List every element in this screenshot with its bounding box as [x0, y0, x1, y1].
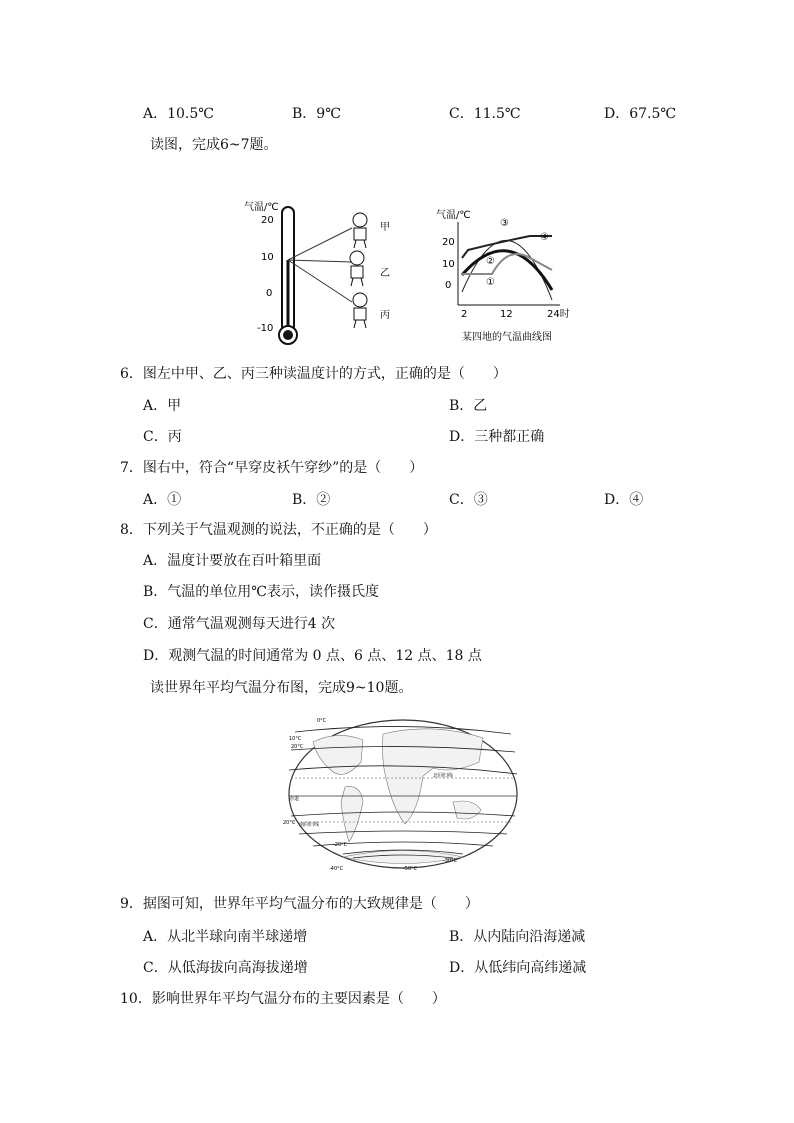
curve-ytick-10: 10: [442, 259, 455, 270]
q9-option-a: A．从北半球向南半球递增: [143, 929, 308, 945]
q7-option-a: A．①: [143, 492, 182, 508]
reader-yi-figure: [350, 251, 364, 286]
curve-caption: 某四地的气温曲线图: [462, 332, 552, 343]
map-label-minus20c: -20°C: [333, 842, 348, 848]
q7-stem: 7．图右中，符合“早穿皮袄午穿纱”的是（ ）: [120, 460, 424, 476]
q6-stem: 6．图左中甲、乙、丙三种读温度计的方式，正确的是（ ）: [120, 366, 507, 382]
intro-6-7: 读图，完成6~7题。: [150, 137, 278, 153]
map-label-equator: 赤道: [289, 796, 300, 802]
q8-stem: 8．下列关于气温观测的说法，不正确的是（ ）: [120, 522, 437, 538]
q8-option-b: B．气温的单位用℃表示，读作摄氏度: [143, 584, 379, 600]
map-label-tropic-cancer: 北回归线: [433, 773, 454, 779]
intro-9-10: 读世界年平均气温分布图，完成9~10题。: [150, 680, 413, 696]
reader-jia-label: 甲: [380, 222, 390, 233]
map-label-minus40c: -40°C: [329, 866, 344, 872]
reader-yi-label: 乙: [380, 268, 390, 279]
map-label-tropic-capricorn: 南回归线: [299, 822, 320, 828]
curve-xtick-24: 24时: [547, 309, 570, 320]
q8-option-c: C．通常气温观测每天进行4 次: [143, 616, 336, 632]
q9-stem: 9．据图可知，世界年平均气温分布的大致规律是（ ）: [120, 896, 479, 912]
curve-ytick-0: 0: [445, 280, 452, 291]
map-label-10c: 10°C: [289, 736, 302, 742]
curve-label-3: ③: [500, 218, 509, 229]
figure-thermometer-curves: [230, 190, 580, 350]
curve-xtick-2: 2: [461, 309, 468, 320]
curve-ytick-20: 20: [442, 237, 455, 248]
q7-option-b: B．②: [292, 492, 331, 508]
reader-jia-figure: [353, 213, 367, 248]
reader-bing-figure: [353, 293, 367, 328]
map-label-minus30c: -30°C: [443, 858, 458, 864]
reader-bing-label: 丙: [380, 310, 390, 321]
q6-option-c: C．丙: [143, 429, 182, 445]
curve-xtick-12: 12: [500, 309, 513, 320]
q10-stem: 10．影响世界年平均气温分布的主要因素是（ ）: [120, 991, 446, 1007]
curve-4: [462, 236, 552, 258]
curve-axis-label: 气温/℃: [436, 210, 471, 221]
map-label-0c: 0°C: [317, 718, 327, 724]
prev-option-a: A．10.5℃: [143, 106, 214, 122]
thermo-axis-label: 气温/℃: [244, 202, 279, 213]
q6-option-a: A．甲: [143, 398, 182, 414]
curve-label-1: ①: [486, 277, 495, 288]
q6-option-d: D．三种都正确: [449, 429, 545, 445]
curve-label-4: ④: [540, 232, 549, 243]
thermo-tick-0: 0: [266, 288, 273, 299]
prev-option-d: D．67.5℃: [604, 106, 677, 122]
curve-label-2: ②: [486, 256, 495, 267]
thermo-tick-20: 20: [261, 215, 274, 226]
map-label-20c-south: 20°C: [283, 820, 296, 826]
q6-option-b: B．乙: [449, 398, 488, 414]
thermo-tick-10: 10: [261, 252, 274, 263]
q8-option-a: A．温度计要放在百叶箱里面: [143, 553, 322, 569]
map-label-minus50c: -50°C: [403, 866, 418, 872]
map-label-20c: 20°C: [291, 744, 304, 750]
q8-option-d: D．观测气温的时间通常为 0 点、6 点、12 点、18 点: [143, 648, 482, 664]
thermo-tick-minus10: -10: [257, 323, 274, 334]
q9-option-c: C．从低海拔向高海拔递增: [143, 960, 308, 976]
prev-option-b: B．9℃: [292, 106, 341, 122]
prev-option-c: C．11.5℃: [449, 106, 521, 122]
q7-option-c: C．③: [449, 492, 488, 508]
q7-option-d: D．④: [604, 492, 644, 508]
q9-option-d: D．从低纬向高纬递减: [449, 960, 587, 976]
world-temperature-map: [283, 712, 523, 872]
q9-option-b: B．从内陆向沿海递减: [449, 929, 586, 945]
